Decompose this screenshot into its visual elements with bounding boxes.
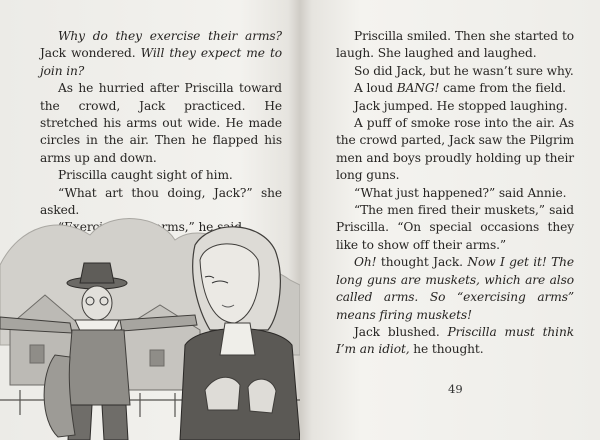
- paragraph: Priscilla smiled. Then she started to laugh. She laughed and laughed.: [336, 29, 574, 61]
- paragraph: [336, 254, 574, 324]
- paragraph: A puff of smoke rose into the air. As the crowd parted, Jack saw the Pilgrim men and boys proudly holding up their long guns.: [336, 116, 574, 183]
- sound-effect: BANG!: [396, 81, 440, 96]
- paragraph: Priscilla caught sight of him.: [58, 168, 233, 183]
- right-page: [300, 0, 600, 440]
- narration: A loud: [354, 81, 397, 96]
- narration: he thought.: [409, 342, 484, 357]
- narration: Jack wondered.: [40, 46, 141, 61]
- paragraph: [336, 80, 574, 97]
- italic-thought: Why do they exercise their arms?: [58, 29, 282, 43]
- paragraph: “The men fired their muskets,” said Priscilla. “On special occasions they like to show off their arms.”: [336, 203, 574, 252]
- italic-thought: Priscilla must think I’m an idiot,: [336, 324, 574, 357]
- paragraph: So did Jack, but he wasn’t sure why.: [354, 63, 574, 78]
- paragraph: [336, 324, 574, 359]
- italic-thought: Now I get it! The long guns are muskets, which are also called arms. So “exercising arms” means firing muskets!: [336, 255, 575, 322]
- paragraph: “What art thou doing, Jack?” she asked.: [40, 185, 282, 218]
- paragraph: “What just happened?” said Annie.: [354, 185, 567, 200]
- italic-thought: Oh!: [354, 255, 377, 270]
- pilgrim-illustration: [0, 205, 300, 440]
- italic-thought: Will they expect me to join in?: [40, 46, 282, 78]
- paragraph: [40, 28, 282, 80]
- page-number: 49: [448, 382, 463, 396]
- paragraph: “Exercising arms,” he: [58, 220, 214, 235]
- narration: came from the field.: [439, 81, 566, 96]
- narration: Jack blushed.: [354, 324, 448, 339]
- paragraph: Jack jumped. He stopped laughing.: [354, 98, 568, 113]
- paragraph: As he hurried after Priscilla toward the crowd, Jack practiced. He stretched his arms out wide. He made circles in the air. Then he flapped his arms up and down.: [40, 81, 282, 165]
- narration: thought Jack.: [376, 255, 468, 270]
- right-page-text: [336, 28, 574, 359]
